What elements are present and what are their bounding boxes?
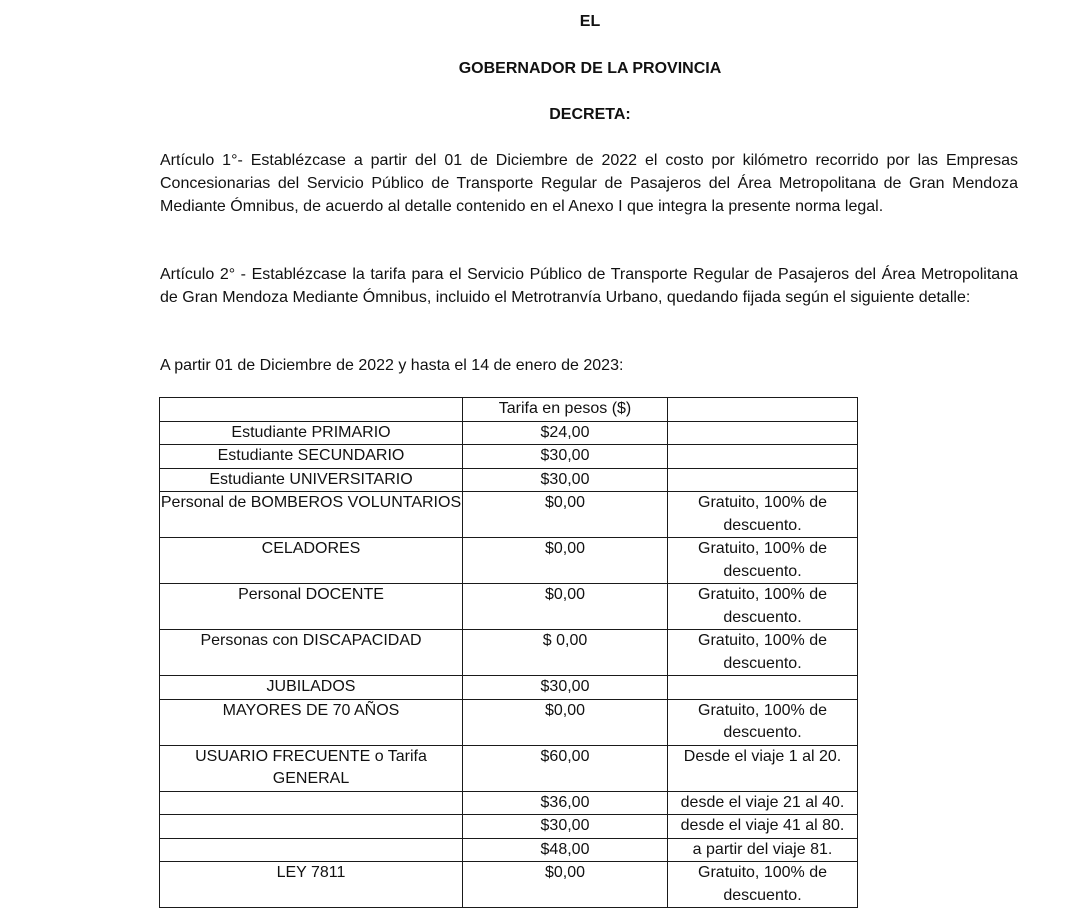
period-text: A partir 01 de Diciembre de 2022 y hasta el 14 de enero de 2023: (160, 357, 624, 374)
note-cell: Gratuito, 100% de descuento. (668, 492, 858, 538)
note-cell: Gratuito, 100% de descuento. (668, 630, 858, 676)
table-row (160, 492, 858, 538)
category-cell: Estudiante UNIVERSITARIO (160, 468, 463, 492)
header-cell-note (668, 398, 858, 422)
category-cell: Personal DOCENTE (160, 584, 463, 630)
note-cell: desde el viaje 41 al 80. (668, 815, 858, 839)
category-cell (160, 791, 463, 815)
note-cell (668, 468, 858, 492)
price-cell: $30,00 (463, 815, 668, 839)
price-cell: $ 0,00 (463, 630, 668, 676)
heading-governor: GOBERNADOR DE LA PROVINCIA (458, 60, 722, 77)
category-cell: MAYORES DE 70 AÑOS (160, 699, 463, 745)
table-row (160, 676, 858, 700)
table-row (160, 791, 858, 815)
note-cell: Gratuito, 100% de descuento. (668, 538, 858, 584)
price-cell: $0,00 (463, 538, 668, 584)
table-row (160, 445, 858, 469)
article-2-text: Artículo 2° - Establézcase la tarifa para el Servicio Público de Transporte Regular de Pasajeros del Área Metropolitana de Gran Mendoza Mediante Ómnibus, incluido el Metrotranvía Urbano, quedando fijada según el siguiente detalle: (160, 266, 1018, 306)
category-cell: Estudiante PRIMARIO (160, 421, 463, 445)
price-cell: $30,00 (463, 445, 668, 469)
note-cell: Gratuito, 100% de descuento. (668, 699, 858, 745)
note-cell: Desde el viaje 1 al 20. (668, 745, 858, 791)
note-cell (668, 445, 858, 469)
table-row (160, 862, 858, 908)
article-1 (160, 149, 1018, 218)
price-cell: $60,00 (463, 745, 668, 791)
category-cell: Estudiante SECUNDARIO (160, 445, 463, 469)
table-row (160, 630, 858, 676)
price-cell: $30,00 (463, 468, 668, 492)
period-line (160, 354, 1018, 377)
header-cell-category (160, 398, 463, 422)
price-cell: $0,00 (463, 584, 668, 630)
note-cell: desde el viaje 21 al 40. (668, 791, 858, 815)
note-cell: Gratuito, 100% de descuento. (668, 862, 858, 908)
tariff-table (159, 397, 858, 908)
note-cell (668, 676, 858, 700)
heading-el: EL (579, 13, 601, 30)
article-2 (160, 263, 1018, 309)
price-cell: $48,00 (463, 838, 668, 862)
price-cell: $0,00 (463, 492, 668, 538)
table-row (160, 745, 858, 791)
table-row (160, 815, 858, 839)
note-cell (668, 421, 858, 445)
category-cell: USUARIO FRECUENTE o Tarifa GENERAL (160, 745, 463, 791)
table-header-row (160, 398, 858, 422)
category-cell (160, 838, 463, 862)
table-row (160, 838, 858, 862)
heading-decreta: DECRETA: (549, 106, 631, 123)
price-cell: $0,00 (463, 862, 668, 908)
note-cell: a partir del viaje 81. (668, 838, 858, 862)
table-row (160, 421, 858, 445)
header-cell-price: Tarifa en pesos ($) (463, 398, 668, 422)
price-cell: $36,00 (463, 791, 668, 815)
table-row (160, 584, 858, 630)
category-cell (160, 815, 463, 839)
price-cell: $30,00 (463, 676, 668, 700)
table-row (160, 538, 858, 584)
category-cell: LEY 7811 (160, 862, 463, 908)
category-cell: CELADORES (160, 538, 463, 584)
table-row (160, 468, 858, 492)
category-cell: JUBILADOS (160, 676, 463, 700)
article-1-text: Artículo 1°- Establézcase a partir del 01 de Diciembre de 2022 el costo por kilómetro recorrido por las Empresas Concesionarias del Servicio Público de Transporte Regular de Pasajeros del Área Metropolitana de Gran Mendoza Mediante Ómnibus, de acuerdo al detalle contenido en el Anexo I que integra la presente norma legal. (160, 152, 1018, 215)
note-cell: Gratuito, 100% de descuento. (668, 584, 858, 630)
category-cell: Personal de BOMBEROS VOLUNTARIOS (160, 492, 463, 538)
category-cell: Personas con DISCAPACIDAD (160, 630, 463, 676)
price-cell: $24,00 (463, 421, 668, 445)
table-row (160, 699, 858, 745)
price-cell: $0,00 (463, 699, 668, 745)
